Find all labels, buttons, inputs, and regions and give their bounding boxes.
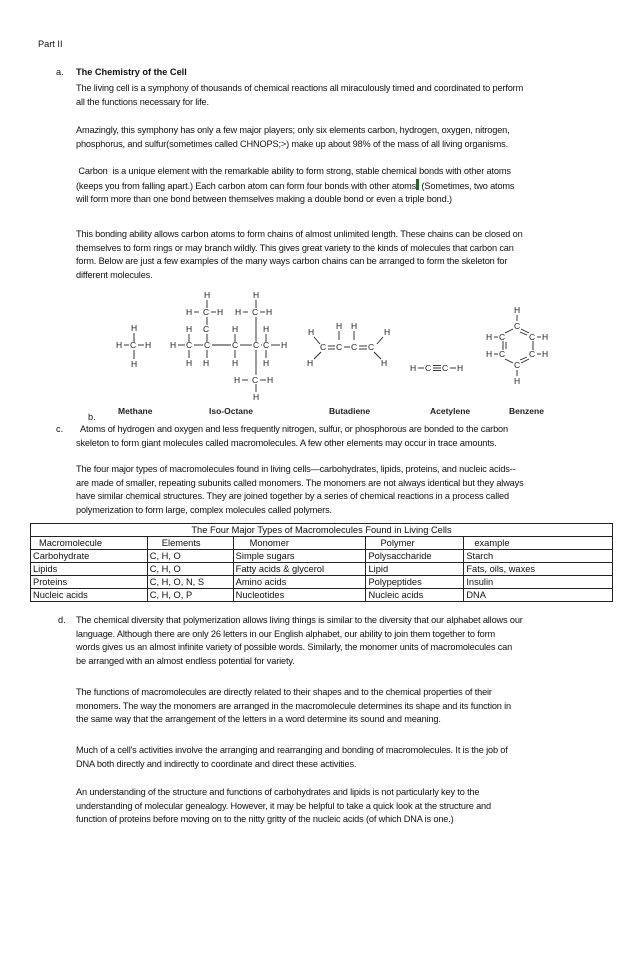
text-line: The chemical diversity that polymerization allows living things is similar to the diversity that our alphabet allows our <box>76 615 523 625</box>
section-a-paragraph-1 <box>76 82 596 109</box>
macromolecules-table <box>30 523 613 602</box>
section-a-marker: a. <box>56 67 64 77</box>
molecule-name: Acetylene <box>430 406 471 416</box>
svg-text:H: H <box>308 327 315 337</box>
table-cell: Nucleic acids <box>31 589 148 602</box>
svg-text:C: C <box>263 340 270 350</box>
section-c-paragraph-2 <box>76 463 596 517</box>
svg-text:H: H <box>457 363 464 373</box>
svg-text:H: H <box>204 290 211 300</box>
table-row <box>31 576 613 589</box>
column-header: example <box>464 537 613 550</box>
text-line: Carbon is a unique element with the remarkable ability to form strong, stable chemical bonds with other atoms <box>76 166 511 176</box>
svg-text:C: C <box>203 324 210 334</box>
svg-text:H: H <box>486 332 493 342</box>
column-header: Monomer <box>233 537 366 550</box>
svg-text:C: C <box>320 342 327 352</box>
text-line: Atoms of hydrogen and oxygen and less frequently nitrogen, sulfur, or phosphorous are bonded to the carbon <box>80 424 508 434</box>
svg-text:H: H <box>514 305 521 315</box>
section-a-paragraph-4 <box>76 228 596 282</box>
svg-text:H: H <box>267 375 274 385</box>
svg-text:C: C <box>442 363 449 373</box>
svg-text:C: C <box>130 340 137 350</box>
table-cell: Fatty acids & glycerol <box>233 563 366 576</box>
text-line: The functions of macromolecules are directly related to their shapes and to the chemical properties of their <box>76 687 492 697</box>
svg-text:H: H <box>131 359 138 369</box>
table-cell: Nucleotides <box>233 589 366 602</box>
section-d-marker: d. <box>58 615 66 625</box>
text-line: form. Below are just a few examples of the many ways carbon chains can be arranged to form the skeleton for <box>76 256 508 267</box>
column-header: Polymer <box>366 537 464 550</box>
section-d-paragraph-1 <box>76 614 596 668</box>
text-line: monomers. The way the monomers are arranged in the macromolecule determines its shape and its function in <box>76 700 512 711</box>
svg-text:H: H <box>186 307 193 317</box>
section-b-marker: b. <box>88 412 96 422</box>
section-c-marker: c. <box>56 424 64 434</box>
table-caption: The Four Major Types of Macromolecules Found in Living Cells <box>31 524 613 537</box>
svg-text:H: H <box>253 392 260 402</box>
text-line: The living cell is a symphony of thousands of chemical reactions all miraculously timed and coordinated to perform <box>76 83 524 93</box>
text-line: Much of a cell's activities involve the arranging and rearranging and bonding of macromolecules. It is the job of <box>76 745 508 755</box>
table-cell: Starch <box>464 550 613 563</box>
text-line: the same way that the arrangement of the letters in a word determine its sound and meaning. <box>76 714 441 725</box>
svg-text:H: H <box>116 340 123 350</box>
svg-text:H: H <box>266 307 273 317</box>
text-line: polymerization to form large, complex molecules called polymers. <box>76 504 332 515</box>
svg-text:C: C <box>514 321 521 331</box>
table-cell: Proteins <box>31 576 148 589</box>
svg-text:H: H <box>410 363 417 373</box>
text-line: all the functions necessary for life. <box>76 96 209 107</box>
text-line: have similar chemical structures. They are joined together by a series of chemical reactions in a process called <box>76 491 509 502</box>
svg-text:H: H <box>351 321 358 331</box>
section-d-paragraph-3 <box>76 744 596 771</box>
text-line: skeleton to form giant molecules called macromolecules. A few other elements may occur in trace amounts. <box>76 437 497 448</box>
table-cell: Fats, oils, waxes <box>464 563 613 576</box>
text-line: Amazingly, this symphony has only a few major players; only six elements carbon, hydrogen, oxygen, nitrogen, <box>76 125 510 135</box>
part-label: Part II <box>38 39 63 49</box>
table-cell: Insulin <box>464 576 613 589</box>
svg-text:H: H <box>131 323 138 333</box>
table-cell: C, H, O <box>147 563 233 576</box>
molecule-name: Butadiene <box>329 406 371 416</box>
text-line: different molecules. <box>76 269 153 280</box>
svg-text:H: H <box>281 340 288 350</box>
svg-text:H: H <box>514 376 521 386</box>
table-row <box>31 563 613 576</box>
svg-text:C: C <box>204 340 211 350</box>
svg-text:H: H <box>235 307 242 317</box>
svg-text:H: H <box>336 321 343 331</box>
acetylene-structure <box>410 363 463 373</box>
svg-text:H: H <box>542 332 549 342</box>
svg-text:C: C <box>252 307 259 317</box>
butadiene-structure <box>307 321 390 368</box>
svg-text:H: H <box>263 324 270 334</box>
section-a-heading: The Chemistry of the Cell <box>76 67 187 77</box>
svg-text:H: H <box>186 358 193 368</box>
svg-text:C: C <box>336 342 343 352</box>
table-cell: Polysaccharide <box>366 550 464 563</box>
svg-text:H: H <box>263 358 270 368</box>
table-row <box>31 550 613 563</box>
svg-text:C: C <box>425 363 432 373</box>
svg-text:H: H <box>145 340 152 350</box>
text-line <box>76 179 596 194</box>
table-cell: C, H, O <box>147 550 233 563</box>
table-cell: Nucleic acids <box>366 589 464 602</box>
svg-text:C: C <box>186 340 193 350</box>
table-cell: Amino acids <box>233 576 366 589</box>
methane-structure <box>116 323 151 369</box>
section-d-paragraph-4 <box>76 786 596 827</box>
svg-text:H: H <box>203 358 210 368</box>
text-line: An understanding of the structure and functions of carbohydrates and lipids is not particularly key to the <box>76 787 480 797</box>
benzene-structure <box>486 305 548 386</box>
text-span: (Sometimes, two atoms <box>419 180 515 191</box>
svg-text:H: H <box>232 324 239 334</box>
column-header: Elements <box>147 537 233 550</box>
text-line: words gives us an almost infinite variety of possible words. Similarly, the monomer units of macromolecules can <box>76 642 513 653</box>
table-cell: Lipids <box>31 563 148 576</box>
svg-text:C: C <box>499 349 506 359</box>
text-line: are made of smaller, repeating subunits called monomers. The monomers are not always identical but they always <box>76 477 524 488</box>
table-cell: Lipid <box>366 563 464 576</box>
svg-text:H: H <box>253 290 260 300</box>
table-cell: C, H, O, P <box>147 589 233 602</box>
table-cell: Carbohydrate <box>31 550 148 563</box>
table-cell: DNA <box>464 589 613 602</box>
molecule-name: Iso-Octane <box>209 406 253 416</box>
molecule-name: Benzene <box>509 406 544 416</box>
svg-text:C: C <box>232 340 239 350</box>
svg-text:C: C <box>252 375 259 385</box>
svg-text:H: H <box>234 375 241 385</box>
table-cell: Polypeptides <box>366 576 464 589</box>
section-c-paragraph-1 <box>76 423 596 450</box>
svg-text:H: H <box>170 340 177 350</box>
svg-text:H: H <box>217 307 224 317</box>
text-line: DNA both directly and indirectly to coordinate and direct these activities. <box>76 758 357 769</box>
text-line: This bonding ability allows carbon atoms to form chains of almost unlimited length. These chains can be closed on <box>76 229 523 239</box>
molecule-structures-figure <box>100 284 560 418</box>
text-line: language. Although there are only 26 letters in our English alphabet, our ability to join them together to form <box>76 628 496 639</box>
svg-text:C: C <box>499 332 506 342</box>
table-cell: C, H, O, N, S <box>147 576 233 589</box>
text-span: (keeps you from falling apart.) Each carbon atom can form four bonds with other atoms <box>76 180 417 191</box>
iso-octane-structure <box>170 290 287 402</box>
section-d-paragraph-2 <box>76 686 596 727</box>
text-line: will form more than one bond between themselves making a double bond or even a triple bond.) <box>76 194 452 205</box>
text-line: be arranged with an almost endless potential for variety. <box>76 655 295 666</box>
text-line: function of proteins before moving on to the nitty gritty of the nucleic acids (of which DNA is one.) <box>76 814 454 825</box>
svg-text:H: H <box>384 327 391 337</box>
section-a-paragraph-3 <box>76 165 596 207</box>
svg-text:H: H <box>307 358 314 368</box>
section-a-paragraph-2 <box>76 124 596 151</box>
table-caption-row <box>31 524 613 537</box>
svg-text:H: H <box>542 349 549 359</box>
svg-text:H: H <box>381 358 388 368</box>
svg-text:H: H <box>186 324 193 334</box>
svg-text:C: C <box>514 360 521 370</box>
svg-text:C: C <box>529 332 536 342</box>
svg-text:C: C <box>253 340 260 350</box>
text-line: phosphorus, and sulfur(sometimes called CHNOPS;>) make up about 98% of the mass of all living organisms. <box>76 138 508 149</box>
table-row <box>31 589 613 602</box>
svg-text:H: H <box>232 358 239 368</box>
table-header-row <box>31 537 613 550</box>
column-header: Macromolecule <box>31 537 148 550</box>
text-line: The four major types of macromolecules found in living cells—carbohydrates, lipids, proteins, and nucleic acids-- <box>76 464 516 474</box>
svg-text:C: C <box>351 342 358 352</box>
table-cell: Simple sugars <box>233 550 366 563</box>
svg-text:H: H <box>486 349 493 359</box>
molecule-name: Methane <box>118 406 153 416</box>
svg-text:C: C <box>203 307 210 317</box>
text-line: themselves to form rings or may branch wildly. This gives great variety to the kinds of molecules that carbon can <box>76 242 514 253</box>
svg-text:C: C <box>368 342 375 352</box>
svg-text:C: C <box>529 349 536 359</box>
text-line: understanding of molecular genealogy. However, it may be helpful to take a quick look at the structure and <box>76 800 491 811</box>
